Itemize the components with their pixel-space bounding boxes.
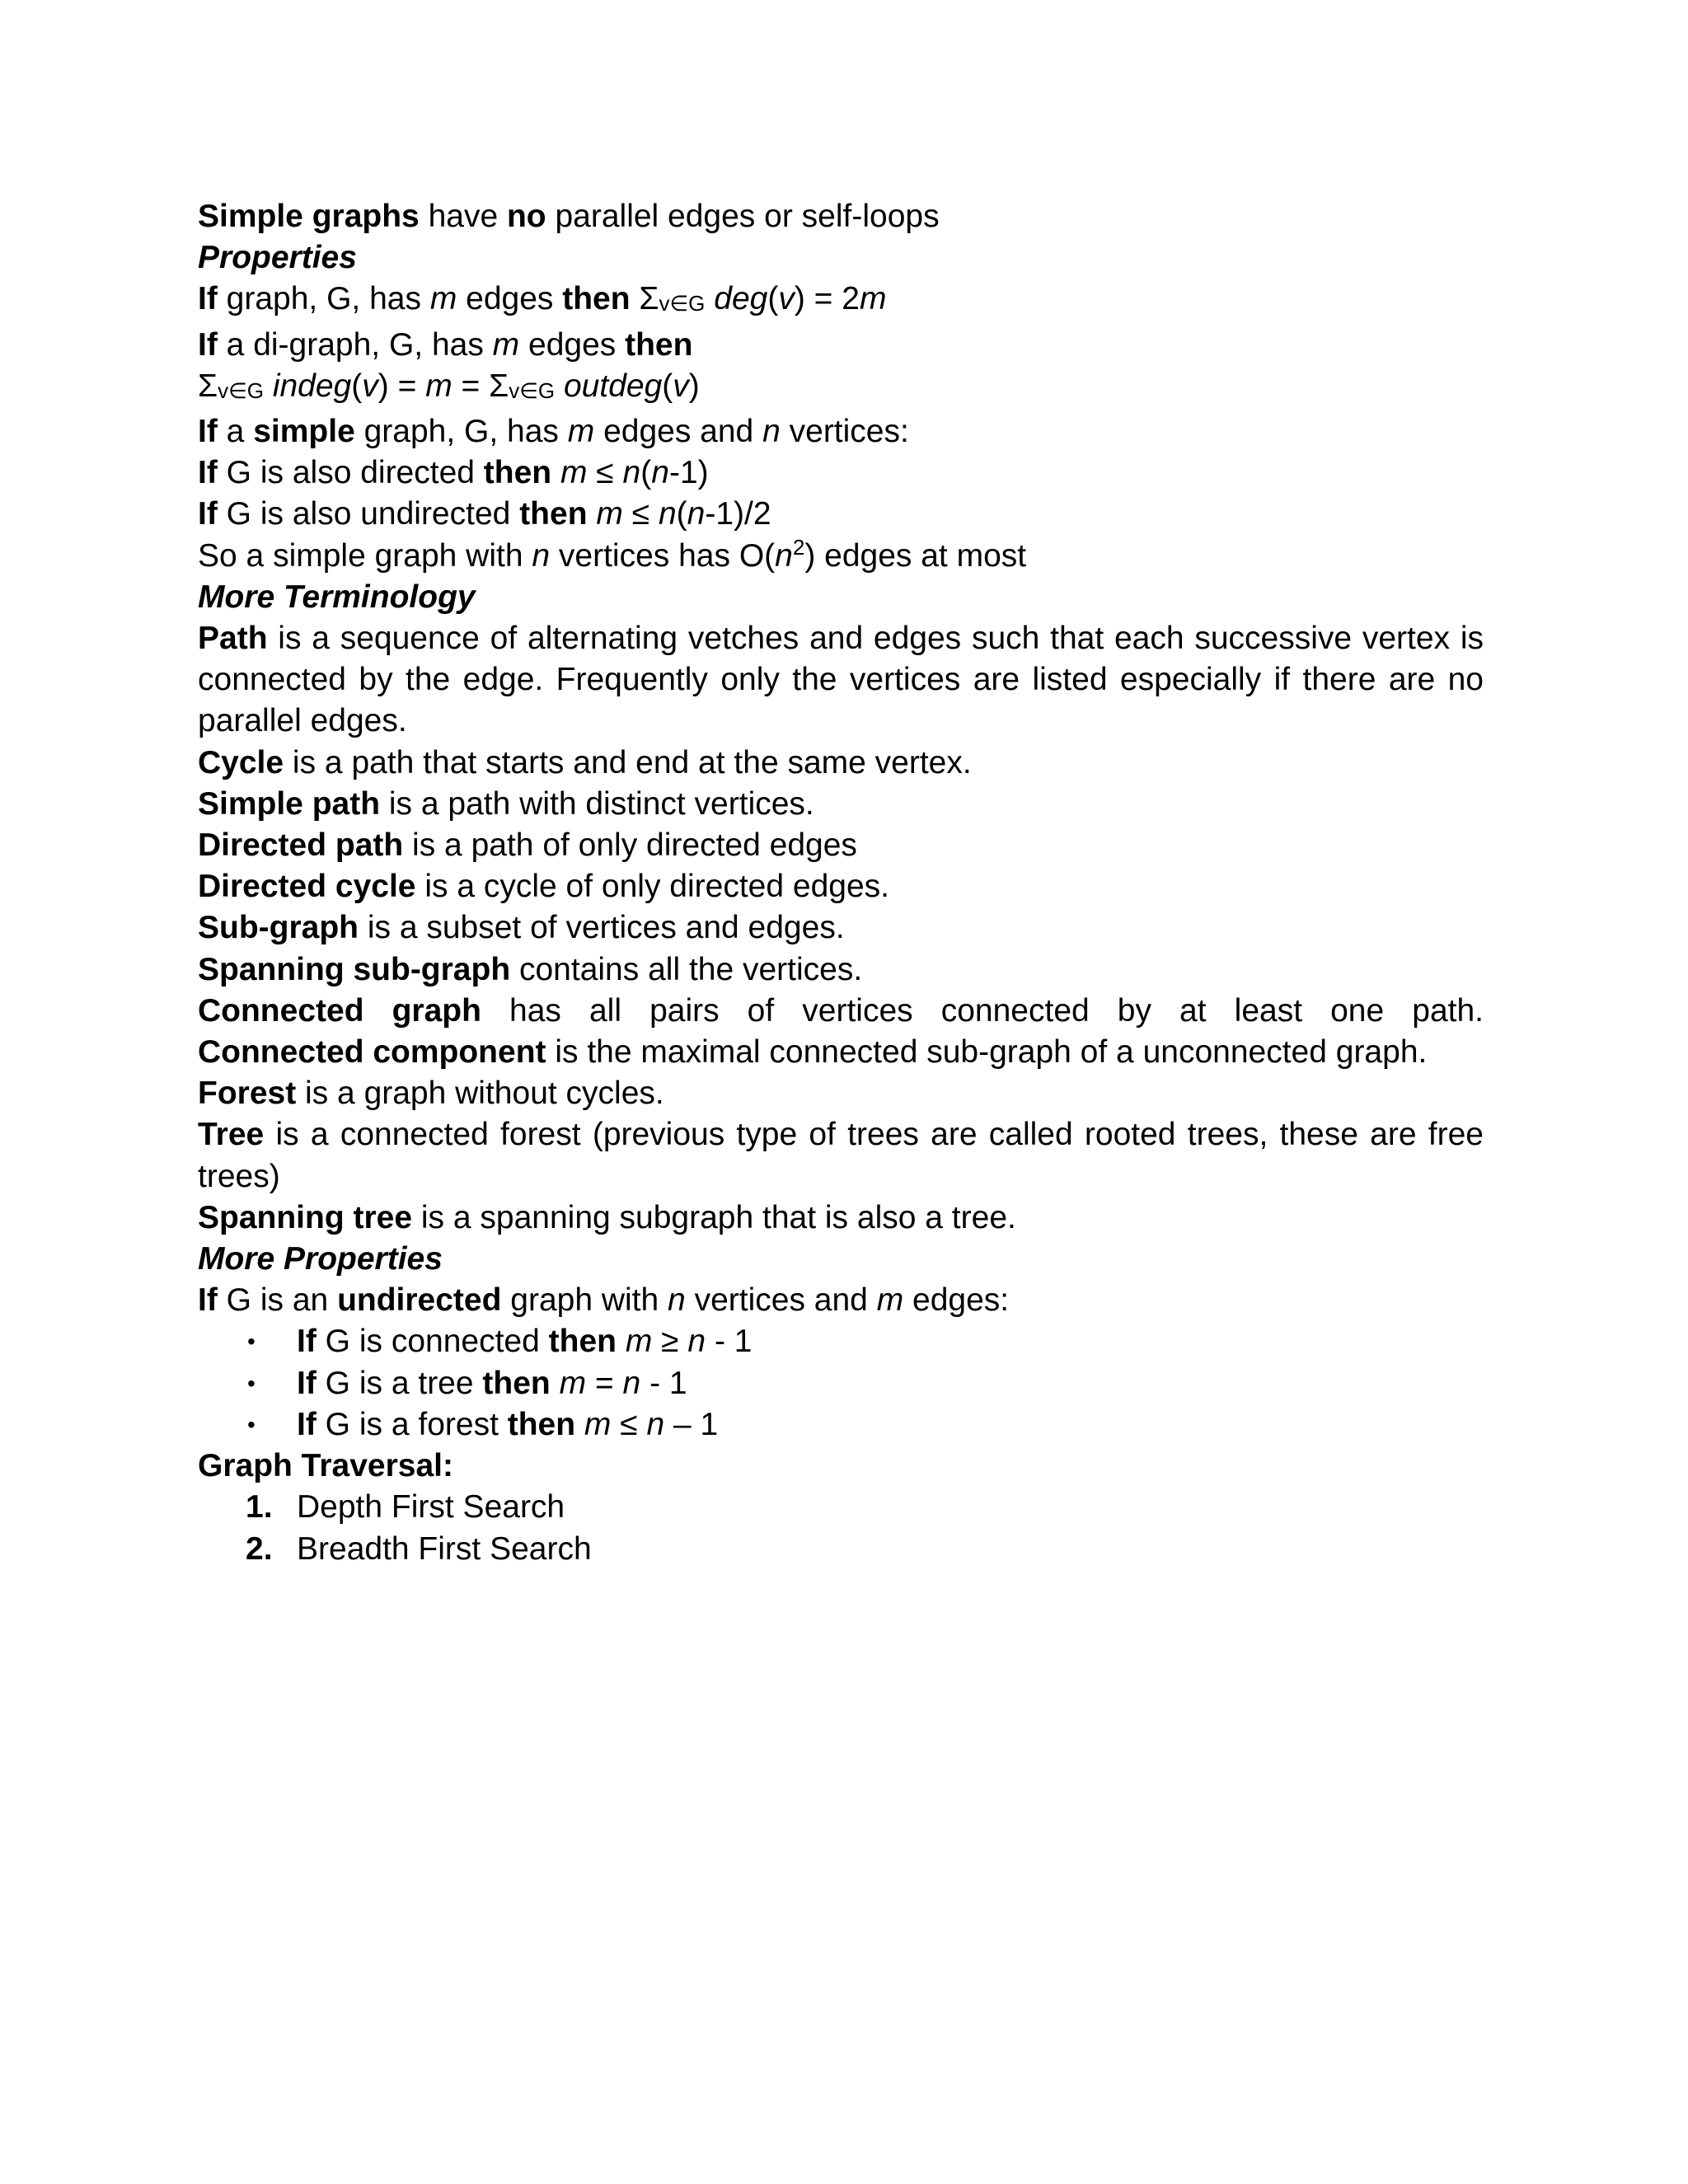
property-undirected-graph-intro: If G is an undirected graph with n vertices and m edges: [198, 1282, 1010, 1319]
definition-tree: Tree is a connected forest (previous type of trees are called rooted trees, these are free trees) [198, 1117, 1484, 1194]
property-directed-bound: If G is also directed then m ≤ n(n-1) [198, 455, 709, 491]
list-item: 2. Breadth First Search [198, 1529, 1484, 1570]
definition-path: Path is a sequence of alternating vetches and edges such that each successive vertex is connected by the edge. Frequently only the vertices are listed especially if there are no parallel edges. [198, 621, 1484, 739]
definition-sub-graph: Sub-graph is a subset of vertices and edges. [198, 910, 845, 946]
property-edge-count-summary: So a simple graph with n vertices has $O(n^2)$ edges at most [198, 534, 1027, 574]
list-number: 1. [246, 1489, 273, 1526]
bullet-icon: • [247, 1370, 256, 1396]
list-item: • If G is a tree then m = n - 1 [198, 1363, 1484, 1404]
definition-simple-path: Simple path is a path with distinct vertices. [198, 785, 814, 822]
definition-connected-graph: Connected graph has all pairs of vertices connected by at least one path. [198, 992, 1484, 1029]
term-simple-graphs: Simple graphs [198, 199, 420, 234]
list-number: 2. [246, 1530, 273, 1567]
definition-connected-component: Connected component is the maximal connected sub-graph of a unconnected graph. [198, 1034, 1428, 1071]
simple-graphs-definition: Simple graphs have no parallel edges or self-loops [198, 199, 940, 234]
definition-spanning-tree: Spanning tree is a spanning subgraph that is also a tree. [198, 1199, 1016, 1235]
property-simple-graph: If a simple graph, G, has m edges and n vertices: [198, 414, 909, 450]
bullet-icon: • [247, 1411, 256, 1437]
bullet-icon: • [247, 1329, 256, 1355]
undirected-properties-list [198, 1321, 1484, 1446]
property-undirected-bound: If G is also undirected then m ≤ n(n-1)/2 [198, 496, 771, 532]
graph-traversal-list [198, 1487, 1484, 1569]
property-degree-sum: If graph, G, has m edges then Σv∈G deg(v) = 2m [198, 281, 887, 317]
section-heading-properties: Properties [198, 240, 357, 276]
section-heading-more-terminology: More Terminology [198, 579, 476, 615]
definition-spanning-sub-graph: Spanning sub-graph contains all the vertices. [198, 951, 863, 987]
list-item: • If G is a forest then m ≤ n – 1 [198, 1404, 1484, 1446]
definition-cycle: Cycle is a path that starts and end at the same vertex. [198, 744, 972, 780]
section-heading-more-properties: More Properties [198, 1241, 443, 1277]
list-item: • If G is connected then m ≥ n - 1 [198, 1321, 1484, 1362]
property-indeg-outdeg: Σv∈G indeg(v) = m = Σv∈G outdeg(v) [198, 368, 700, 404]
definition-directed-cycle: Directed cycle is a cycle of only directed edges. [198, 869, 889, 905]
document-page [198, 196, 1484, 1570]
property-digraph: If a di-graph, G, has m edges then [198, 326, 693, 363]
list-item: 1. Depth First Search [198, 1487, 1484, 1528]
definition-directed-path: Directed path is a path of only directed edges [198, 827, 857, 864]
section-heading-graph-traversal: Graph Traversal: [198, 1448, 453, 1484]
definition-forest: Forest is a graph without cycles. [198, 1076, 664, 1112]
